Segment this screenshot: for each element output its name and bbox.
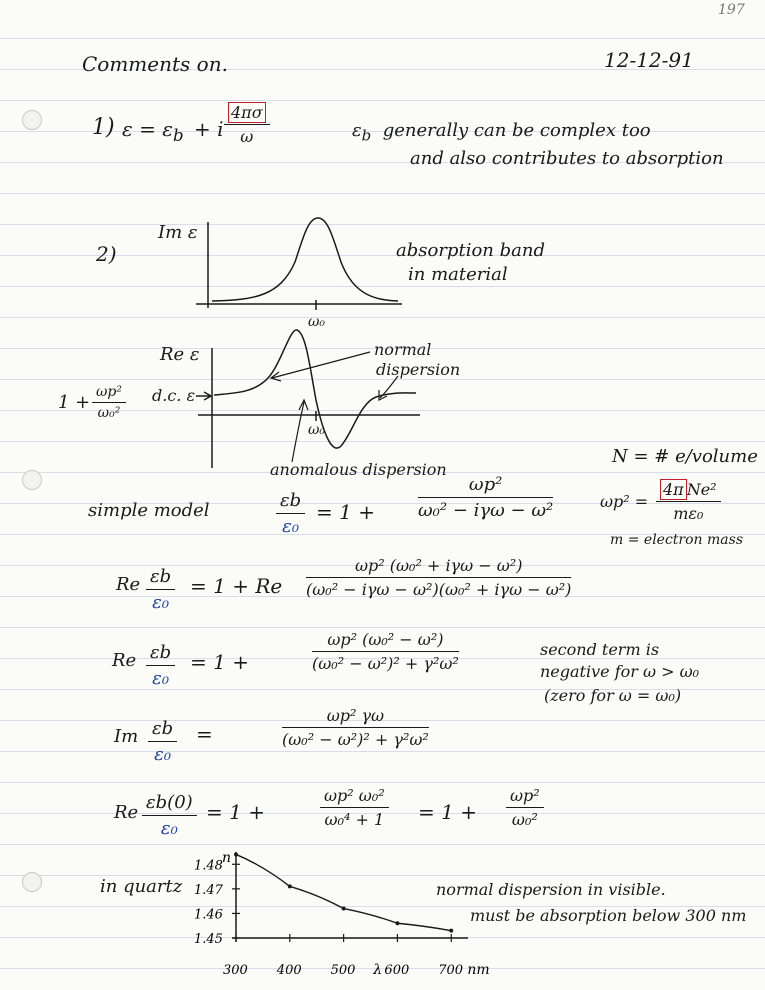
x-tick-label: 400 — [276, 963, 302, 978]
frac-den: ω₀² — [97, 405, 121, 421]
frac-num: εb(0) — [142, 792, 197, 816]
re-zero-eq2: = 1 + — [418, 800, 477, 824]
im-eq-lhs-frac — [148, 718, 177, 765]
quartz-note-2: must be absorption below 300 nm — [470, 906, 747, 925]
x-tick-label: 500 — [330, 963, 356, 978]
data-point — [342, 907, 346, 911]
re-zero-eq: = 1 + — [206, 800, 265, 824]
frac-den: ω₀² — [511, 810, 538, 829]
frac-den: ω₀⁴ + 1 — [324, 810, 385, 829]
eps: ε — [352, 120, 362, 141]
frac-den: ε₀ — [152, 592, 170, 613]
frac-den: ω₀² − iγω − ω² — [418, 500, 554, 521]
second-term-note-3: (zero for ω = ω₀) — [544, 686, 682, 705]
bottom-graph-ylabel: Re ε — [160, 344, 200, 365]
absorption-note-2: in material — [408, 264, 508, 285]
wp-num-rest: Ne² — [686, 480, 717, 499]
model-rhs — [418, 474, 553, 521]
im-eq-eq: = — [196, 722, 213, 746]
re-eq2-lhs-frac — [146, 642, 175, 689]
quartz-note-1: normal dispersion in visible. — [436, 880, 666, 899]
quartz-label: in quartz — [100, 876, 183, 897]
wp-lhs: ωp² = — [600, 492, 649, 511]
x-tick-label: 300 — [223, 963, 248, 978]
model-eq: = 1 + — [316, 500, 375, 524]
comment-line-2: and also contributes to absorption — [410, 148, 724, 169]
frac-num: ωp² (ω₀² + iγω − ω²) — [306, 556, 571, 578]
re-eq2-lhs: Re — [112, 650, 137, 671]
frac-den: (ω₀² − ω²)² + γ²ω² — [282, 730, 429, 749]
dc-expression-one: 1 + — [58, 392, 91, 413]
frac-num: ωp² — [506, 786, 544, 808]
frac-num: ωp² γω — [282, 706, 429, 728]
data-point — [234, 852, 238, 856]
dc-expression-frac — [92, 384, 126, 421]
dc-eps-label: d.c. ε — [152, 386, 196, 405]
data-point — [449, 929, 453, 933]
lambda-label: λ — [373, 962, 383, 978]
frac-den: (ω₀² − ω²)² + γ²ω² — [312, 654, 459, 673]
absorption-note-1: absorption band — [396, 240, 545, 261]
eq-sub: b — [172, 126, 184, 145]
y-tick-label: 1.45 — [194, 932, 223, 947]
quartz-dispersion-chart — [180, 846, 490, 980]
y-tick-label: 1.48 — [194, 858, 223, 874]
re-eq2-rhs — [312, 630, 459, 673]
y-tick-label: 1.47 — [194, 882, 223, 898]
wp-fraction — [656, 480, 721, 523]
frac-num: ωp² ω₀² — [320, 786, 389, 808]
frac-num: ωp² — [92, 384, 126, 403]
frac-num: ωp² — [418, 474, 553, 498]
frac-den: ε₀ — [282, 516, 300, 537]
absorption-peak-curve — [212, 218, 398, 301]
eq-text: ε = ε — [122, 117, 173, 141]
equation-plus-i: + i — [194, 117, 224, 141]
x-units-label: nm — [467, 962, 490, 978]
frac-num: ωp² (ω₀² − ω²) — [312, 630, 459, 652]
anomalous-dispersion-label: anomalous dispersion — [270, 460, 447, 479]
re-eq1-rhs — [306, 556, 571, 599]
x-tick-label: 600 — [384, 963, 410, 978]
data-point — [288, 884, 292, 888]
frac-den: mε₀ — [673, 504, 704, 523]
boxed-4pi-sigma: 4πσ — [228, 102, 266, 123]
top-graph-xlabel: ω₀ — [308, 314, 326, 330]
item-number: 2) — [96, 242, 117, 266]
bottom-graph-xlabel: ω₀ — [308, 422, 326, 438]
page-title: Comments on. — [82, 52, 228, 76]
im-eq-rhs — [282, 706, 429, 749]
y-axis-label: n — [222, 850, 232, 866]
eps-sub: b — [361, 126, 372, 145]
comment-text: generally can be complex too — [382, 120, 651, 141]
frac-den: ω — [240, 127, 254, 146]
re-eq1-eq: = 1 + Re — [190, 574, 283, 598]
y-tick-label: 1.46 — [194, 907, 223, 923]
top-graph-ylabel: Im ε — [158, 222, 198, 243]
dispersion-series-line — [236, 854, 451, 930]
re-zero-rhs2 — [506, 786, 544, 829]
re-zero-lhs: Re — [114, 802, 139, 823]
simple-model-label: simple model — [88, 500, 210, 521]
normal-dispersion-label-1: normal — [374, 340, 432, 359]
date: 12-12-91 — [604, 48, 694, 72]
data-point — [395, 921, 399, 925]
frac-num: εb — [276, 490, 305, 514]
anomalous-arrow — [292, 402, 304, 462]
normal-dispersion-label-2: dispersion — [376, 360, 461, 379]
re-eq1-lhs: Re — [116, 574, 141, 595]
frac-num: εb — [146, 566, 175, 590]
frac-den: ε₀ — [152, 668, 170, 689]
re-zero-lhs-frac — [142, 792, 197, 839]
re-eq2-eq: = 1 + — [190, 650, 249, 674]
frac-den: ε₀ — [160, 818, 178, 839]
im-eq-lhs: Im — [114, 726, 139, 747]
frac-num: εb — [148, 718, 177, 742]
second-term-note-2: negative for ω > ω₀ — [540, 662, 700, 681]
frac-num: εb — [146, 642, 175, 666]
item-number: 1) — [92, 115, 115, 140]
frac-den: ε₀ — [154, 744, 172, 765]
re-zero-rhs — [320, 786, 389, 829]
re-eq1-lhs-frac — [146, 566, 175, 613]
second-term-note-1: second term is — [540, 640, 660, 659]
boxed-4pi: 4π — [660, 479, 687, 500]
x-tick-label: 700 — [438, 963, 464, 978]
N-definition: N = # e/volume — [612, 446, 758, 467]
model-lhs — [276, 490, 305, 537]
normal-arrow-1 — [272, 352, 370, 378]
frac-den: (ω₀² − iγω − ω²)(ω₀² + iγω − ω²) — [306, 580, 572, 599]
m-definition: m = electron mass — [610, 532, 743, 548]
page-number: 197 — [718, 2, 745, 18]
